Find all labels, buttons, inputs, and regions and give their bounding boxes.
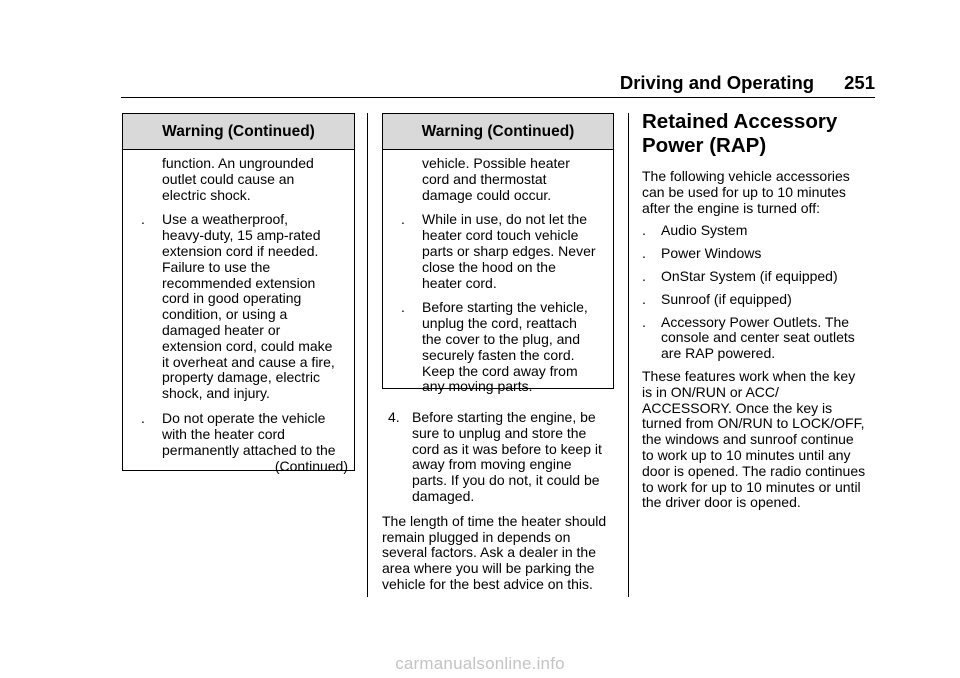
header-rule — [121, 97, 875, 98]
text-line: close the hood on the — [422, 258, 556, 275]
text-line: While in use, do not let the — [422, 211, 587, 228]
bullet-marker: . — [642, 290, 646, 307]
text-line: can be used for up to 10 minutes — [642, 183, 846, 200]
heading-line: Power (RAP) — [642, 134, 767, 157]
rap-section — [642, 110, 882, 511]
warning-box-col2 — [382, 113, 614, 395]
warning-bullet — [123, 212, 354, 402]
text-line: permanently attached to the — [162, 441, 336, 458]
text-line: These features work when the key — [642, 367, 856, 384]
text-line: heater cord touch vehicle — [422, 227, 579, 244]
section-title: Driving and Operating — [619, 72, 815, 93]
text-line: Accessory Power Outlets. The — [661, 313, 850, 330]
text-line: console and center seat outlets — [661, 329, 855, 346]
text-line: cord in good operating — [162, 290, 302, 307]
text-line: to work up to 10 minutes until any — [642, 446, 851, 463]
text-line: sure to unplug and store the — [412, 424, 587, 441]
bullet-marker: . — [141, 409, 145, 426]
text-line: are RAP powered. — [661, 345, 776, 362]
text-line: any moving parts. — [422, 378, 533, 395]
bullet-marker: . — [642, 245, 646, 262]
page-header — [121, 70, 875, 98]
bullet-marker: . — [642, 313, 646, 330]
warning-title: Warning (Continued) — [123, 114, 354, 150]
column-divider-right — [628, 113, 629, 597]
continued-label: (Continued) — [274, 458, 348, 475]
text-line: parts. If you do not, it could be — [412, 472, 600, 489]
warning-title: Warning (Continued) — [383, 114, 613, 150]
bullet-marker: . — [141, 211, 145, 228]
text-line: Before starting the vehicle, — [422, 299, 588, 316]
text-line: after the engine is turned off: — [642, 199, 820, 216]
text-line: remain plugged in depends on — [382, 528, 571, 545]
text-line: damaged heater or — [162, 321, 281, 338]
step-number: 4. — [388, 409, 400, 425]
step-4 — [382, 410, 618, 505]
warning-bullet — [383, 300, 613, 395]
text-line: Power Windows — [661, 245, 762, 262]
warning-body — [123, 150, 354, 475]
text-line: several factors. Ask a dealer in the — [382, 544, 596, 561]
text-line: Sunroof (if equipped) — [661, 290, 792, 307]
closing-paragraph — [642, 369, 882, 511]
text-line: property damage, electric — [162, 369, 320, 386]
numbered-step — [382, 410, 618, 593]
bullet-marker: . — [642, 267, 646, 284]
column-divider-left — [367, 113, 368, 597]
warning-bullet — [123, 411, 354, 458]
text-line: turned from ON/RUN to LOCK/OFF, — [642, 415, 865, 432]
text-line: it overheat and cause a fire, — [162, 353, 335, 370]
text-line: damaged. — [412, 487, 475, 504]
warning-box-col1 — [122, 113, 355, 475]
section-heading — [642, 110, 882, 158]
text-line: shock, and injury. — [162, 385, 270, 402]
text-line: door is opened. The radio continues — [642, 462, 866, 479]
text-line: Keep the cord away from — [422, 362, 578, 379]
text-line: extension cord, could make — [162, 337, 333, 354]
text-line: vehicle. Possible heater — [422, 155, 570, 171]
text-line: extension cord if needed. — [162, 242, 319, 259]
list-item — [642, 292, 882, 308]
text-line: OnStar System (if equipped) — [661, 267, 838, 284]
list-item — [642, 246, 882, 262]
intro-paragraph — [642, 169, 882, 216]
text-line: Audio System — [661, 222, 748, 239]
text-line: Use a weatherproof, — [162, 211, 289, 228]
text-line: damage could occur. — [422, 186, 552, 203]
page-number: 251 — [844, 72, 875, 93]
text-line: to work for up to 10 minutes or until — [642, 478, 861, 495]
watermark: carmanualsonline.info — [395, 654, 565, 673]
list-item — [642, 315, 882, 362]
text-line: the cover to the plug, and — [422, 330, 580, 347]
text-line: with the heater cord — [162, 425, 285, 442]
section-body — [642, 169, 882, 511]
text-line: vehicle for the best advice on this. — [382, 575, 593, 592]
text-line: parts or sharp edges. Never — [422, 242, 596, 259]
bullet-marker: . — [401, 299, 405, 316]
text-line: condition, or using a — [162, 306, 288, 323]
text-line: heater cord. — [422, 274, 497, 291]
text-line: unplug the cord, reattach — [422, 315, 577, 332]
bullet-marker: . — [642, 222, 646, 239]
text-line: away from moving engine — [412, 456, 572, 473]
body-paragraph — [382, 514, 618, 593]
text-line: outlet could cause an — [162, 170, 295, 187]
text-line: is in ON/RUN or ACC/ — [642, 383, 779, 400]
warning-bullet — [383, 212, 613, 291]
text-line: cord and thermostat — [422, 170, 547, 187]
text-line: heavy-duty, 15 amp-rated — [162, 227, 321, 244]
heading-line: Retained Accessory — [642, 110, 838, 133]
text-line: Failure to use the — [162, 258, 271, 275]
text-line: function. An ungrounded — [162, 155, 314, 171]
text-line: the driver door is opened. — [642, 494, 801, 511]
warning-intro — [383, 156, 613, 203]
text-line: the windows and sunroof continue — [642, 431, 854, 448]
list-item — [642, 223, 882, 239]
text-line: area where you will be parking the — [382, 560, 595, 577]
list-item — [642, 269, 882, 285]
text-line: recommended extension — [162, 274, 316, 291]
text-line: The length of time the heater should — [382, 512, 607, 529]
bullet-marker: . — [401, 211, 405, 228]
text-line: securely fasten the cord. — [422, 346, 575, 363]
text-line: The following vehicle accessories — [642, 168, 850, 184]
text-line: Before starting the engine, be — [412, 409, 596, 425]
warning-body — [383, 150, 613, 395]
text-line: ACCESSORY. Once the key is — [642, 399, 833, 416]
warning-intro — [123, 156, 354, 203]
header-text — [620, 72, 875, 94]
text-line: cord as it was before to keep it — [412, 440, 602, 457]
text-line: Do not operate the vehicle — [162, 409, 326, 426]
text-line: electric shock. — [162, 186, 251, 203]
